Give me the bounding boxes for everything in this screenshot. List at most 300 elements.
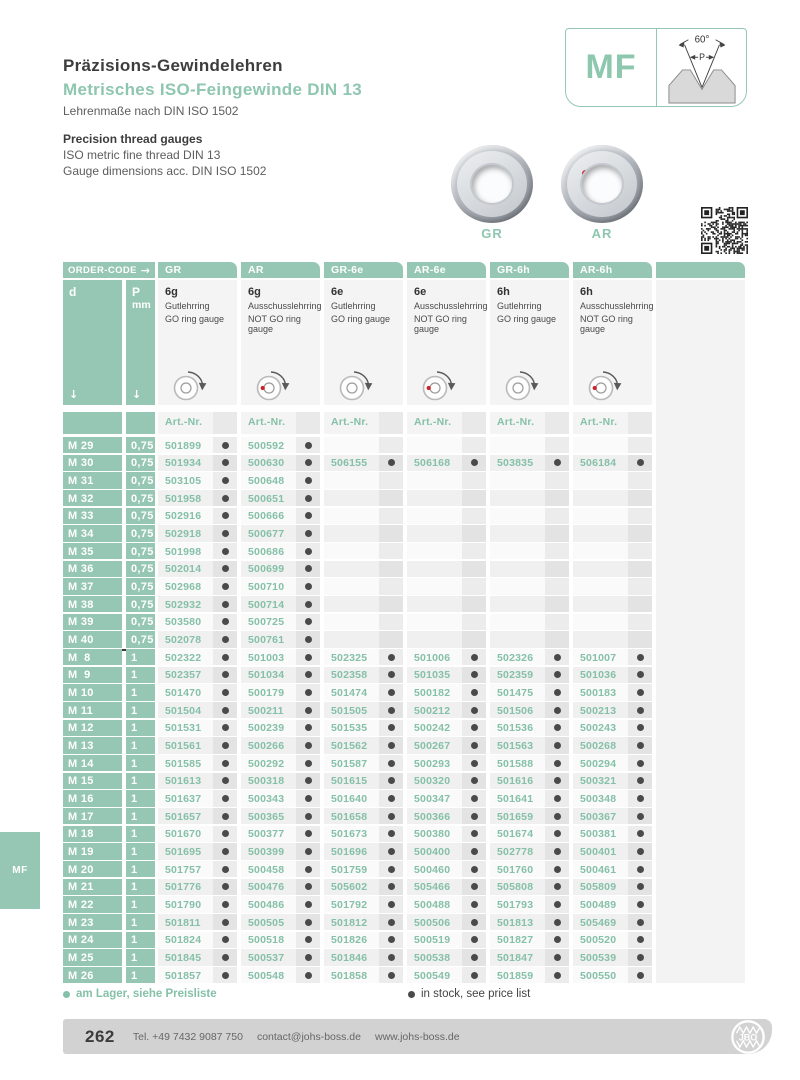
art-nr-cell [407, 508, 462, 524]
stock-dot-cell [213, 790, 237, 806]
in-stock-dot [554, 901, 561, 908]
footer-bar [63, 1019, 772, 1054]
stock-dot-cell [379, 949, 403, 965]
stock-dot-cell [296, 826, 320, 842]
art-nr-cell: 500538 [407, 949, 462, 965]
art-nr-cell [407, 543, 462, 559]
art-nr-cell: 503835 [490, 455, 545, 471]
column-desc-gr [158, 280, 237, 405]
in-stock-dot [305, 760, 312, 767]
art-nr-cell: 501561 [158, 737, 213, 753]
stock-dot-cell [462, 808, 486, 824]
art-nr-cell: 501824 [158, 932, 213, 948]
art-nr-cell: 500489 [573, 896, 628, 912]
art-nr-cell: 500725 [241, 614, 296, 630]
art-nr-label: Art.-Nr. [490, 412, 545, 434]
art-nr-cell [573, 596, 628, 612]
row-d-cell: M 13 [63, 737, 122, 753]
stock-dot-cell [213, 755, 237, 771]
art-nr-cell: 506168 [407, 455, 462, 471]
row-p-cell: 0,75 [126, 596, 155, 612]
stock-dot-cell [628, 737, 652, 753]
art-nr-cell: 501827 [490, 932, 545, 948]
art-nr-cell: 500549 [407, 967, 462, 983]
in-stock-dot [637, 866, 644, 873]
stock-dot-cell [213, 543, 237, 559]
stock-dot-cell [213, 826, 237, 842]
art-nr-cell: 501504 [158, 702, 213, 718]
art-nr-cell: 500458 [241, 861, 296, 877]
stock-dot-cell [296, 808, 320, 824]
row-p-cell: 0,75 [126, 437, 155, 453]
row-p-cell: 1 [126, 826, 155, 842]
gauge-name-de: Gutlehrring [497, 301, 542, 311]
in-stock-dot [305, 442, 312, 449]
in-stock-dot [222, 495, 229, 502]
in-stock-dot [305, 583, 312, 590]
in-stock-dot [554, 954, 561, 961]
stock-dot-cell [628, 843, 652, 859]
stock-dot-cell [545, 649, 569, 665]
art-nr-cell: 501857 [158, 967, 213, 983]
stock-dot-cell [296, 773, 320, 789]
art-nr-cell: 500213 [573, 702, 628, 718]
gauge-name-de: Gutlehrring [331, 301, 376, 311]
art-nr-cell [324, 596, 379, 612]
stock-dot-cell [296, 543, 320, 559]
row-p-cell: 0,75 [126, 508, 155, 524]
art-nr-cell: 502918 [158, 525, 213, 541]
row-d-cell: M 35 [63, 543, 122, 559]
art-nr-cell: 502322 [158, 649, 213, 665]
stock-dot-cell [462, 631, 486, 647]
page-number: 262 [85, 1026, 115, 1046]
art-nr-cell [573, 543, 628, 559]
stock-dot-cell [379, 596, 403, 612]
stock-dot-cell [213, 773, 237, 789]
in-stock-dot [554, 972, 561, 979]
art-nr-cell [573, 631, 628, 647]
stock-dot-cell [296, 667, 320, 683]
in-stock-dot [554, 707, 561, 714]
in-stock-dot [554, 777, 561, 784]
stock-dot-cell [296, 755, 320, 771]
in-stock-dot [471, 813, 478, 820]
art-nr-cell: 500347 [407, 790, 462, 806]
in-stock-dot [305, 565, 312, 572]
in-stock-dot [222, 813, 229, 820]
row-d-cell: M 40 [63, 631, 122, 647]
art-nr-cell: 500268 [573, 737, 628, 753]
stock-dot-cell [462, 472, 486, 488]
row-p-cell: 1 [126, 843, 155, 859]
stock-dot-cell [213, 455, 237, 471]
art-nr-cell: 501615 [324, 773, 379, 789]
thread-type-label: MF [585, 48, 637, 86]
notgo-ring-icon [420, 367, 464, 403]
art-nr-cell: 501958 [158, 490, 213, 506]
art-nr-cell [324, 437, 379, 453]
in-stock-dot [471, 760, 478, 767]
art-nr-label: Art.-Nr. [158, 412, 213, 434]
art-nr-dot-stripe [628, 412, 652, 434]
column-header-gr-6e: GR-6e [324, 262, 403, 278]
column-header-ar-6e: AR-6e [407, 262, 486, 278]
column-desc-gr-6e [324, 280, 403, 405]
stock-dot-cell [296, 843, 320, 859]
row-p-cell: 1 [126, 790, 155, 806]
art-nr-cell: 500548 [241, 967, 296, 983]
art-nr-cell: 501587 [324, 755, 379, 771]
in-stock-dot [388, 972, 395, 979]
art-nr-dot-stripe [296, 412, 320, 434]
art-nr-cell: 501505 [324, 702, 379, 718]
column-header-gr: GR [158, 262, 237, 278]
row-d-cell: M 30 [63, 455, 122, 471]
stock-dot-cell [213, 967, 237, 983]
in-stock-dot [222, 724, 229, 731]
art-nr-cell: 500651 [241, 490, 296, 506]
in-stock-dot [305, 459, 312, 466]
row-d-cell: M 17 [63, 808, 122, 824]
stock-dot-cell [545, 896, 569, 912]
tolerance-class: 6h [497, 286, 510, 298]
art-nr-cell: 500399 [241, 843, 296, 859]
art-nr-cell: 500505 [241, 914, 296, 930]
in-stock-dot [222, 636, 229, 643]
stock-dot-cell [213, 932, 237, 948]
art-nr-cell: 501585 [158, 755, 213, 771]
in-stock-dot [305, 848, 312, 855]
art-nr-dot-stripe [545, 412, 569, 434]
in-stock-dot [222, 689, 229, 696]
art-nr-cell: 501659 [490, 808, 545, 824]
stock-dot-cell [545, 631, 569, 647]
art-nr-cell: 501562 [324, 737, 379, 753]
stock-dot-cell [213, 596, 237, 612]
art-nr-cell: 501657 [158, 808, 213, 824]
art-nr-cell: 501036 [573, 667, 628, 683]
in-stock-dot [305, 636, 312, 643]
in-stock-dot [305, 866, 312, 873]
in-stock-dot [471, 689, 478, 696]
column-header-ar: AR [241, 262, 320, 278]
art-nr-cell: 501613 [158, 773, 213, 789]
art-nr-cell: 500293 [407, 755, 462, 771]
row-p-cell: 1 [126, 684, 155, 700]
stock-dot-cell [213, 737, 237, 753]
art-nr-cell: 502326 [490, 649, 545, 665]
gauge-name-en: GO ring gauge [165, 314, 225, 324]
art-nr-cell: 501859 [490, 967, 545, 983]
stock-dot-cell [213, 578, 237, 594]
page-note-en: Gauge dimensions acc. DIN ISO 1502 [63, 164, 267, 178]
stock-dot-cell [462, 614, 486, 630]
art-nr-cell: 501759 [324, 861, 379, 877]
stock-dot-cell [296, 455, 320, 471]
notgo-ring-icon [586, 367, 630, 403]
art-nr-cell [407, 596, 462, 612]
stock-legend [63, 988, 745, 1004]
art-nr-cell [324, 578, 379, 594]
gauge-name-de: Ausschusslehrring [248, 301, 322, 311]
in-stock-dot [554, 813, 561, 820]
stock-dot-cell [628, 614, 652, 630]
stock-dot-cell [462, 508, 486, 524]
art-nr-cell [573, 490, 628, 506]
stock-dot-cell [296, 702, 320, 718]
art-nr-cell: 500539 [573, 949, 628, 965]
in-stock-dot [471, 866, 478, 873]
row-p-cell: 0,75 [126, 455, 155, 471]
in-stock-dot [637, 724, 644, 731]
in-stock-dot [305, 707, 312, 714]
in-stock-dot [388, 919, 395, 926]
art-nr-cell [324, 614, 379, 630]
stock-dot-cell [296, 914, 320, 930]
art-nr-cell [490, 472, 545, 488]
in-stock-dot [554, 742, 561, 749]
art-nr-cell: 501674 [490, 826, 545, 842]
stock-dot-cell [213, 843, 237, 859]
art-nr-cell: 500321 [573, 773, 628, 789]
notgo-ring-label: AR [591, 226, 613, 241]
in-stock-dot [554, 919, 561, 926]
gauge-name-de: Ausschusslehrring [580, 301, 654, 311]
phone: Tel. +49 7432 9087 750 [132, 1030, 243, 1043]
go-ring-icon [337, 367, 381, 403]
in-stock-dot [637, 689, 644, 696]
art-nr-cell [324, 472, 379, 488]
stock-dot-cell [296, 578, 320, 594]
in-stock-dot [554, 689, 561, 696]
in-stock-dot [637, 795, 644, 802]
art-nr-cell [407, 631, 462, 647]
stock-dot-cell [296, 896, 320, 912]
in-stock-dot [222, 530, 229, 537]
art-nr-cell: 502325 [324, 649, 379, 665]
row-d-cell: M 12 [63, 720, 122, 736]
stock-dot-cell [379, 543, 403, 559]
art-nr-cell [324, 543, 379, 559]
art-nr-cell: 500377 [241, 826, 296, 842]
row-d-cell: M 23 [63, 914, 122, 930]
stock-dot-cell [545, 490, 569, 506]
stock-dot-cell [462, 843, 486, 859]
art-nr-cell [490, 437, 545, 453]
art-nr-cell: 500486 [241, 896, 296, 912]
stock-dot-cell [296, 631, 320, 647]
stock-dot-cell [628, 808, 652, 824]
art-nr-cell: 501616 [490, 773, 545, 789]
stock-dot-cell [462, 967, 486, 983]
art-nr-cell [573, 508, 628, 524]
in-stock-dot [471, 459, 478, 466]
art-nr-cell: 501007 [573, 649, 628, 665]
row-p-cell: 1 [126, 755, 155, 771]
art-nr-label: Art.-Nr. [324, 412, 379, 434]
page-subtitle-de: Metrisches ISO-Feingewinde DIN 13 [63, 80, 362, 99]
stock-dot-cell [545, 614, 569, 630]
row-p-cell: 1 [126, 773, 155, 789]
stock-dot-cell [296, 720, 320, 736]
stock-dot-cell [462, 543, 486, 559]
in-stock-dot [305, 548, 312, 555]
in-stock-dot [388, 883, 395, 890]
art-nr-cell: 500292 [241, 755, 296, 771]
art-nr-cell: 502932 [158, 596, 213, 612]
down-arrow-icon: ↓ [132, 388, 142, 401]
stock-dot-cell [296, 614, 320, 630]
stock-dot-cell [462, 684, 486, 700]
stock-dot-cell [545, 790, 569, 806]
stock-dot-cell [545, 843, 569, 859]
contact-info [133, 1031, 460, 1043]
row-d-cell: M 24 [63, 932, 122, 948]
art-nr-cell: 506155 [324, 455, 379, 471]
stock-dot-cell [628, 437, 652, 453]
in-stock-dot [554, 459, 561, 466]
art-nr-cell [573, 437, 628, 453]
in-stock-dot [388, 848, 395, 855]
in-stock-dot [388, 813, 395, 820]
stock-dot-cell [462, 949, 486, 965]
art-nr-cell: 500506 [407, 914, 462, 930]
in-stock-dot [637, 972, 644, 979]
stock-dot-cell [628, 967, 652, 983]
art-nr-cell [573, 578, 628, 594]
stock-dot-cell [628, 684, 652, 700]
art-nr-cell: 500381 [573, 826, 628, 842]
row-d-cell: M 29 [63, 437, 122, 453]
art-nr-cell [490, 561, 545, 577]
art-nr-cell: 500366 [407, 808, 462, 824]
art-nr-cell: 505469 [573, 914, 628, 930]
in-stock-dot [222, 583, 229, 590]
column-desc-ar-6e [407, 280, 486, 405]
page-note-de: Lehrenmaße nach DIN ISO 1502 [63, 104, 239, 118]
row-p-cell: 0,75 [126, 472, 155, 488]
art-nr-cell: 500400 [407, 843, 462, 859]
art-nr-cell: 500550 [573, 967, 628, 983]
art-nr-cell: 500666 [241, 508, 296, 524]
stock-dot-cell [462, 578, 486, 594]
art-nr-cell: 501812 [324, 914, 379, 930]
stock-dot-cell [545, 437, 569, 453]
stock-dot-cell [462, 490, 486, 506]
stock-dot-cell [462, 896, 486, 912]
in-stock-dot [554, 866, 561, 873]
order-table [63, 0, 745, 1080]
in-stock-dot [637, 742, 644, 749]
stock-dot-cell [462, 914, 486, 930]
stock-dot-cell [628, 932, 652, 948]
stock-dot-cell [296, 490, 320, 506]
art-nr-cell: 500476 [241, 879, 296, 895]
row-d-cell: M 15 [63, 773, 122, 789]
art-nr-cell: 505466 [407, 879, 462, 895]
in-stock-dot [637, 919, 644, 926]
stock-dot-cell [628, 525, 652, 541]
stock-dot-cell [462, 667, 486, 683]
art-nr-cell: 500212 [407, 702, 462, 718]
art-nr-cell: 500699 [241, 561, 296, 577]
stock-dot-cell [379, 649, 403, 665]
in-stock-dot [222, 848, 229, 855]
stock-dot-cell [379, 702, 403, 718]
art-nr-cell: 502968 [158, 578, 213, 594]
art-nr-cell: 501826 [324, 932, 379, 948]
in-stock-dot [388, 901, 395, 908]
row-d-cell: M 14 [63, 755, 122, 771]
stock-dot-cell [213, 720, 237, 736]
art-nr-cell: 500519 [407, 932, 462, 948]
in-stock-dot [305, 654, 312, 661]
in-stock-dot [388, 936, 395, 943]
in-stock-dot [471, 777, 478, 784]
art-nr-cell: 500365 [241, 808, 296, 824]
art-nr-cell [573, 472, 628, 488]
art-nr-label: Art.-Nr. [241, 412, 296, 434]
in-stock-dot [388, 671, 395, 678]
stock-dot-cell [462, 596, 486, 612]
art-nr-cell: 501531 [158, 720, 213, 736]
art-nr-cell: 501776 [158, 879, 213, 895]
art-nr-cell: 501790 [158, 896, 213, 912]
in-stock-dot [305, 830, 312, 837]
art-nr-cell: 501536 [490, 720, 545, 736]
in-stock-dot [305, 972, 312, 979]
in-stock-dot [554, 671, 561, 678]
stock-dot-cell [379, 737, 403, 753]
art-nr-cell: 500367 [573, 808, 628, 824]
row-p-cell: 1 [126, 667, 155, 683]
stock-dot-cell [213, 684, 237, 700]
art-nr-cell: 501934 [158, 455, 213, 471]
stock-dot-cell [296, 561, 320, 577]
column-header-ar-6h: AR-6h [573, 262, 652, 278]
in-stock-dot [554, 883, 561, 890]
svg-text:JBO: JBO [738, 1032, 758, 1043]
art-nr-cell: 500630 [241, 455, 296, 471]
art-nr-cell [407, 437, 462, 453]
tolerance-class: 6g [248, 286, 261, 298]
stock-dot-cell [628, 578, 652, 594]
art-nr-cell: 501563 [490, 737, 545, 753]
art-nr-cell: 500320 [407, 773, 462, 789]
art-nr-dot-stripe [213, 412, 237, 434]
gauge-name-en: GO ring gauge [497, 314, 557, 324]
stock-dot-cell [296, 967, 320, 983]
page-title-de: Präzisions-Gewindelehren [63, 56, 283, 75]
stock-dot-cell [545, 914, 569, 930]
in-stock-dot [388, 742, 395, 749]
stock-dot-cell [545, 578, 569, 594]
stock-dot-cell [296, 861, 320, 877]
in-stock-dot [305, 601, 312, 608]
art-nr-cell: 501811 [158, 914, 213, 930]
art-nr-cell [490, 508, 545, 524]
row-d-cell: M 18 [63, 826, 122, 842]
row-d-cell: M 32 [63, 490, 122, 506]
in-stock-dot [637, 654, 644, 661]
art-nr-cell: 500520 [573, 932, 628, 948]
d-column-header: d ↓ [63, 280, 122, 405]
go-ring-label: GR [481, 226, 503, 241]
in-stock-dot [388, 724, 395, 731]
in-stock-dot [222, 742, 229, 749]
art-nr-cell: 500488 [407, 896, 462, 912]
